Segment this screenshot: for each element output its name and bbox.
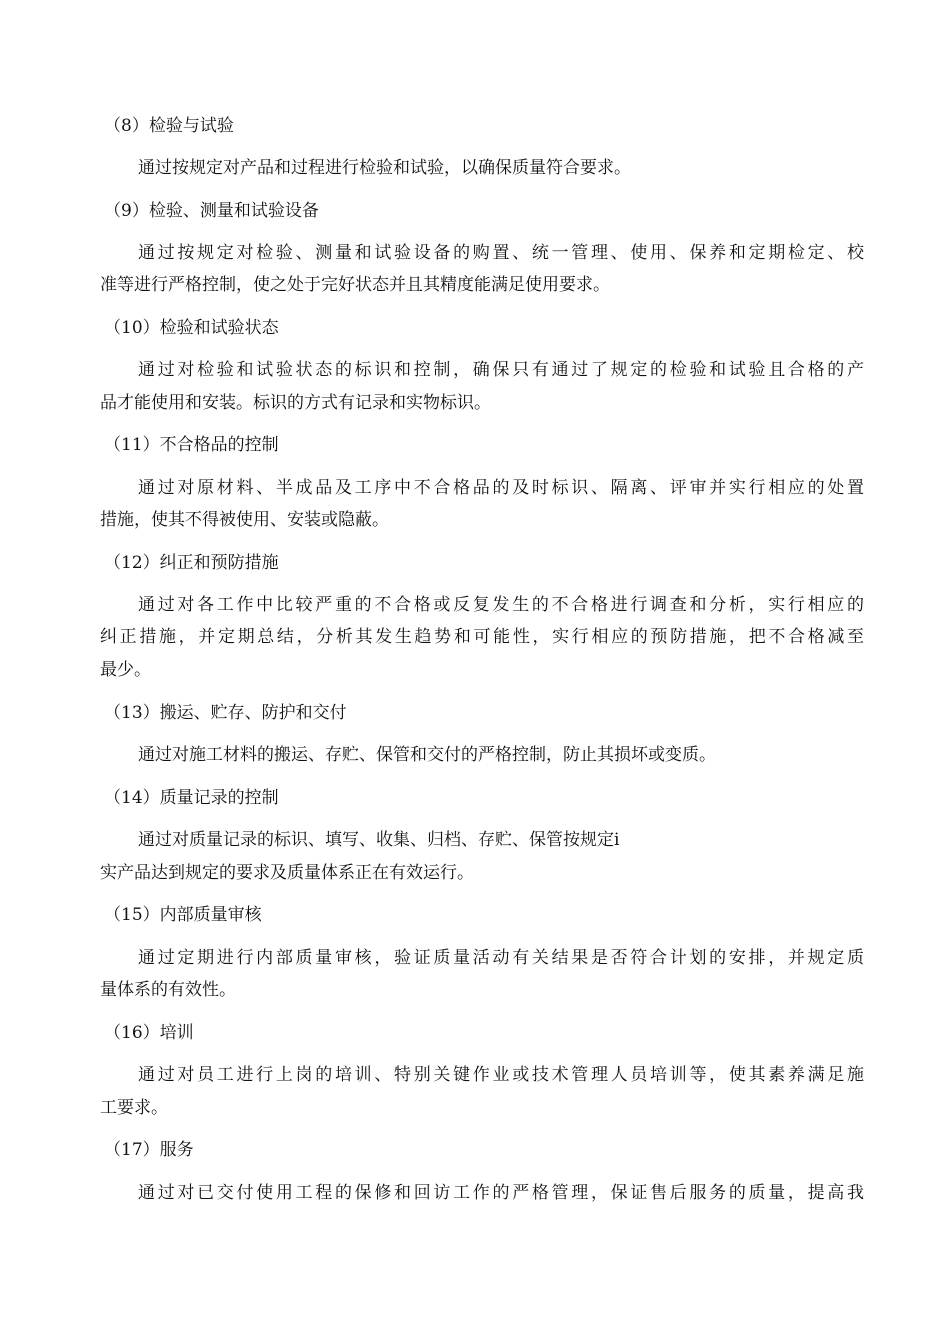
paragraph-line: 准等进行严格控制，使之处于完好状态并且其精度能满足使用要求。 [100, 275, 610, 295]
section-heading-13: （13）搬运、贮存、防护和交付 [104, 703, 347, 723]
section-heading-11: （11）不合格品的控制 [104, 435, 279, 455]
paragraph-line: 通过对检验和试验状态的标识和控制，确保只有通过了规定的检验和试验且合格的产 [138, 360, 864, 380]
section-heading-16: （16）培训 [104, 1023, 194, 1043]
section-heading-17: （17）服务 [104, 1140, 194, 1160]
section-heading-15: （15）内部质量审核 [104, 905, 262, 925]
paragraph-line: 工要求。 [100, 1098, 168, 1118]
paragraph-line: 通过对各工作中比较严重的不合格或反复发生的不合格进行调查和分析，实行相应的 [138, 595, 864, 615]
paragraph-line: 措施，使其不得被使用、安装或隐蔽。 [100, 510, 389, 530]
paragraph-line: 通过对已交付使用工程的保修和回访工作的严格管理，保证售后服务的质量，提高我 [138, 1183, 864, 1203]
paragraph-line: 实产品达到规定的要求及质量体系正在有效运行。 [100, 863, 474, 883]
paragraph-line: 通过定期进行内部质量审核，验证质量活动有关结果是否符合计划的安排，并规定质 [138, 948, 864, 968]
paragraph-line: 通过对质量记录的标识、填写、收集、归档、存贮、保管按规定i [138, 830, 620, 850]
paragraph-line: 量体系的有效性。 [100, 980, 236, 1000]
paragraph-line: 通过对原材料、半成品及工序中不合格品的及时标识、隔离、评审并实行相应的处置 [138, 478, 864, 498]
section-heading-14: （14）质量记录的控制 [104, 788, 279, 808]
section-heading-10: （10）检验和试验状态 [104, 318, 279, 338]
section-heading-12: （12）纠正和预防措施 [104, 553, 279, 573]
section-heading-8: （8）检验与试验 [104, 116, 234, 136]
paragraph-line: 最少。 [100, 660, 151, 680]
paragraph-line: 品才能使用和安装。标识的方式有记录和实物标识。 [100, 393, 491, 413]
paragraph-line: 通过对施工材料的搬运、存贮、保管和交付的严格控制，防止其损坏或变质。 [138, 745, 716, 765]
paragraph-line: 通过按规定对产品和过程进行检验和试验，以确保质量符合要求。 [138, 158, 631, 178]
paragraph-line: 通过对员工进行上岗的培训、特别关键作业或技术管理人员培训等，使其素养满足施 [138, 1065, 864, 1085]
paragraph-line: 通过按规定对检验、测量和试验设备的购置、统一管理、使用、保养和定期检定、校 [138, 243, 864, 263]
paragraph-line: 纠正措施，并定期总结，分析其发生趋势和可能性，实行相应的预防措施，把不合格减至 [100, 627, 864, 647]
section-heading-9: （9）检验、测量和试验设备 [104, 201, 319, 221]
